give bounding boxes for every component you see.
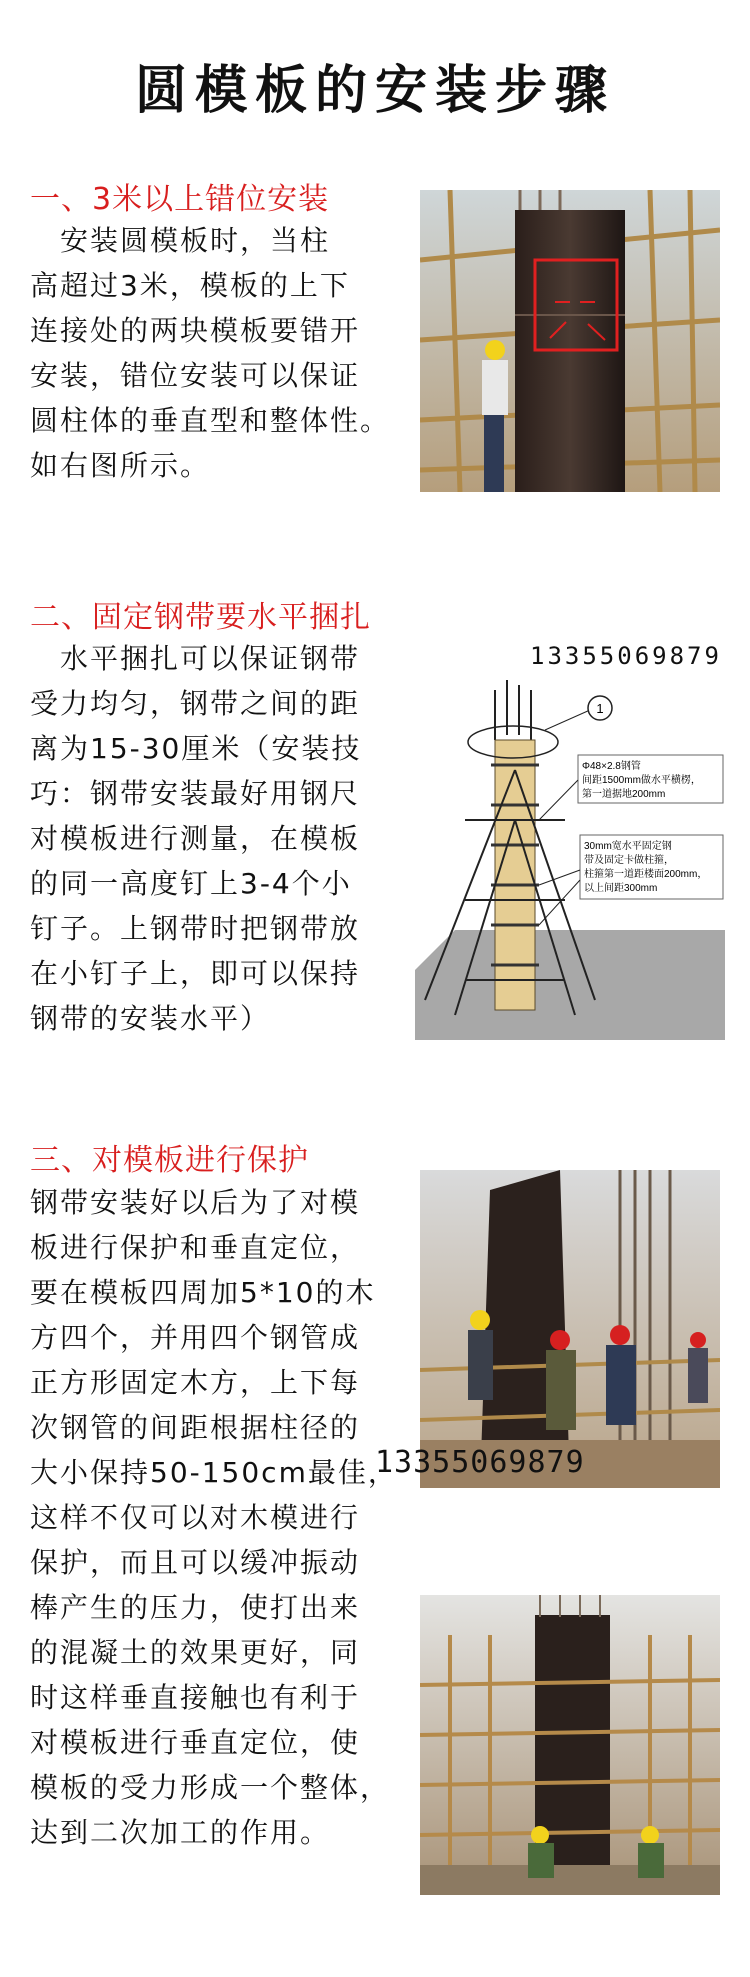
section-1-line: 圆柱体的垂直型和整体性。: [30, 404, 391, 437]
callout-b-line: 带及固定卡做柱箍，: [584, 855, 674, 866]
callout-b-line: 以上间距300mm: [584, 883, 658, 894]
callout-a-line: 第一道据地200mm: [582, 789, 666, 800]
section-3-line: 棒产生的压力，使打出来: [30, 1591, 361, 1624]
section-3-line: 的混凝土的效果更好，同: [30, 1636, 361, 1669]
phone-number-label: 13355069879: [530, 642, 722, 670]
section-3-line: 模板的受力形成一个整体，: [30, 1771, 391, 1804]
section-2-line: 的同一高度钉上3-4个小: [30, 867, 352, 900]
section-3-line: 要在模板四周加5*10的木: [30, 1276, 376, 1309]
section-3-line: 钢带安装好以后为了对模: [30, 1186, 361, 1219]
section-2-line: 巧：钢带安装最好用钢尺: [30, 777, 361, 810]
section-2-line: 钢带的安装水平）: [30, 1002, 271, 1035]
section-2-line: 离为15-30厘米（安装技: [30, 732, 362, 765]
section-2-line: 钉子。上钢带时把钢带放: [30, 912, 361, 945]
section-3-line: 大小保持50-150cm最佳，: [30, 1456, 398, 1489]
section-3-line: 次钢管的间距根据柱径的: [30, 1411, 361, 1444]
photo-workers-column: [420, 1170, 720, 1488]
section-2-body: [30, 636, 410, 1041]
section-3-line: 板进行保护和垂直定位，: [30, 1231, 361, 1264]
callout-a-line: 间距1500mm做水平横楞，: [582, 775, 701, 786]
section-2-heading: 二、固定钢带要水平捆扎: [30, 600, 371, 635]
section-3-line: 方四个，并用四个钢管成: [30, 1321, 361, 1354]
page-title: 圆模板的安装步骤: [134, 61, 615, 121]
section-2-line: 对模板进行测量，在模板: [30, 822, 361, 855]
section-3-heading: 三、对模板进行保护: [30, 1143, 309, 1178]
section-3-line: 正方形固定木方，上下每: [30, 1366, 361, 1399]
section-1-heading: 一、3米以上错位安装: [30, 182, 330, 217]
section-2-line: 受力均匀，钢带之间的距: [30, 687, 361, 720]
section-3-line: 达到二次加工的作用。: [30, 1816, 331, 1849]
callout-b-line: 柱箍第一道距楼面200mm，: [584, 869, 708, 880]
section-2-line: 在小钉子上，即可以保持: [30, 957, 361, 990]
section-3-line: 保护，而且可以缓冲振动: [30, 1546, 361, 1579]
photo-column-scaffolding: [420, 1595, 720, 1895]
section-1-line: 安装圆模板时，当柱: [30, 224, 331, 257]
callout-a-line: Φ48×2.8钢管: [582, 761, 641, 772]
section-3-line: 这样不仅可以对木模进行: [30, 1501, 361, 1534]
section-3-body: [30, 1180, 420, 1855]
phone-watermark: 13355069879: [375, 1445, 585, 1480]
section-1-body: [30, 218, 410, 488]
section-3-line: 对模板进行垂直定位，使: [30, 1726, 361, 1759]
section-1-line: 安装，错位安装可以保证: [30, 359, 361, 392]
section-1-line: 连接处的两块模板要错开: [30, 314, 361, 347]
section-1-line: 高超过3米，模板的上下: [30, 269, 350, 302]
column-diagram: [415, 670, 725, 1040]
callout-b-line: 30mm宽水平固定钢: [584, 841, 672, 852]
diagram-marker: 1: [596, 701, 604, 716]
section-2-line: 水平捆扎可以保证钢带: [30, 642, 361, 675]
section-1-line: 如右图所示。: [30, 449, 211, 482]
photo-staggered-formwork: [420, 190, 720, 492]
section-3-line: 时这样垂直接触也有利于: [30, 1681, 361, 1714]
